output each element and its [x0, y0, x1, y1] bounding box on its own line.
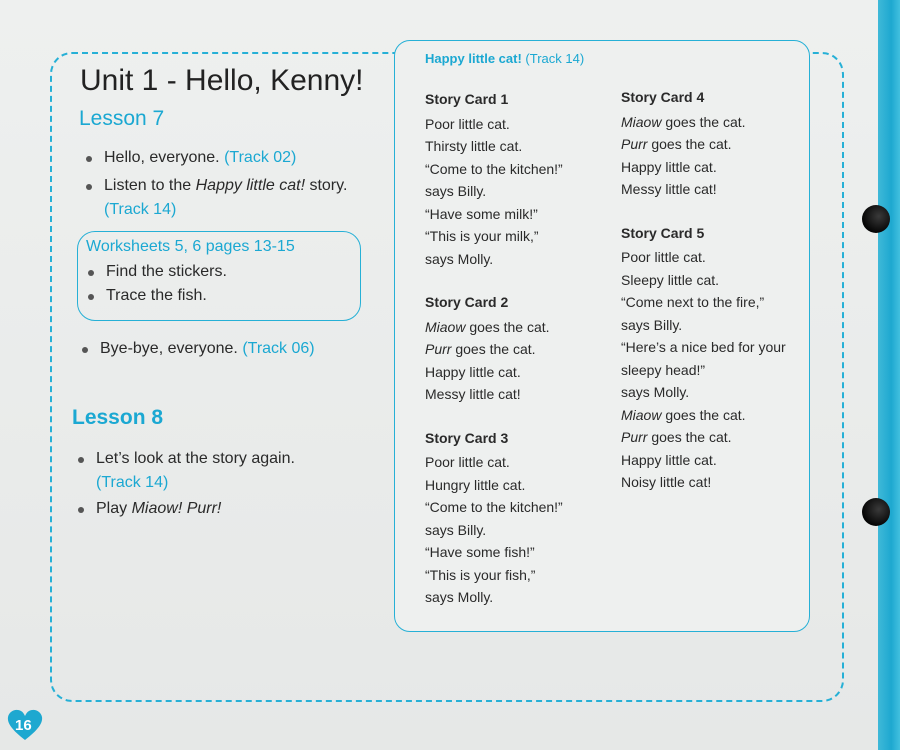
- track-label: (Track 14): [96, 474, 169, 491]
- story-column-right: [621, 86, 786, 494]
- binder-hole: [862, 205, 890, 233]
- list-item: Bye-bye, everyone. (Track 06): [78, 337, 315, 361]
- lesson-7-heading: Lesson 7: [79, 107, 165, 130]
- story-card-heading: Story Card 2: [425, 294, 509, 310]
- story-box: [394, 40, 810, 632]
- lesson-8-list: [74, 447, 374, 521]
- list-item: Play Miaow! Purr!: [74, 497, 374, 521]
- list-item: Listen to the Happy little cat! story. (Track 14): [82, 174, 382, 222]
- lesson-7-closing: [78, 337, 315, 361]
- lesson-7-list: [82, 146, 382, 222]
- list-item: Let’s look at the story again. (Track 14): [74, 447, 374, 495]
- story-card-1: Story Card 1 Poor little cat. Thirsty little cat. “Come to the kitchen!” says Billy. “Have some milk!” “This is your milk,” says Molly.: [425, 88, 563, 270]
- worksheet-list: [84, 260, 227, 308]
- track-label: (Track 06): [242, 340, 315, 357]
- worksheet-box: [77, 231, 361, 321]
- page-number: 16: [15, 717, 32, 734]
- list-item: Hello, everyone. (Track 02): [82, 146, 382, 170]
- lesson-8-heading: Lesson 8: [72, 406, 164, 429]
- track-label: (Track 02): [224, 149, 297, 166]
- story-card-heading: Story Card 4: [621, 89, 705, 105]
- worksheet-title: Worksheets 5, 6 pages 13-15: [86, 238, 295, 255]
- story-card-2: Story Card 2 Miaow goes the cat. Purr goes the cat. Happy little cat. Messy little cat!: [425, 291, 563, 406]
- story-card-4: Story Card 4 Miaow goes the cat. Purr goes the cat. Happy little cat. Messy little cat!: [621, 86, 786, 201]
- unit-title: Unit 1 - Hello, Kenny!: [80, 64, 364, 97]
- story-card-heading: Story Card 3: [425, 429, 509, 446]
- story-card-3: Story Card 3 Poor little cat. Hungry little cat. “Come to the kitchen!” says Billy. “Have some fish!” “This is your fish,” says Molly.: [425, 427, 563, 609]
- story-card-heading: Story Card 5: [621, 224, 705, 241]
- story-card-heading: Story Card 1: [425, 91, 509, 107]
- list-item: Find the stickers.: [84, 260, 227, 284]
- page-edge: [878, 0, 900, 750]
- story-column-left: [425, 88, 563, 609]
- story-card-5: Story Card 5 Poor little cat. Sleepy little cat. “Come next to the fire,” says Billy. “Here’s a nice bed for your sleepy head!” says Molly. Miaow goes the cat. Purr goes the cat. Happy little cat. Noisy little cat!: [621, 222, 786, 494]
- story-title: Happy little cat! (Track 14): [425, 51, 585, 66]
- track-label: (Track 14): [104, 201, 177, 218]
- list-item: Trace the fish.: [84, 284, 227, 308]
- binder-hole: [862, 498, 890, 526]
